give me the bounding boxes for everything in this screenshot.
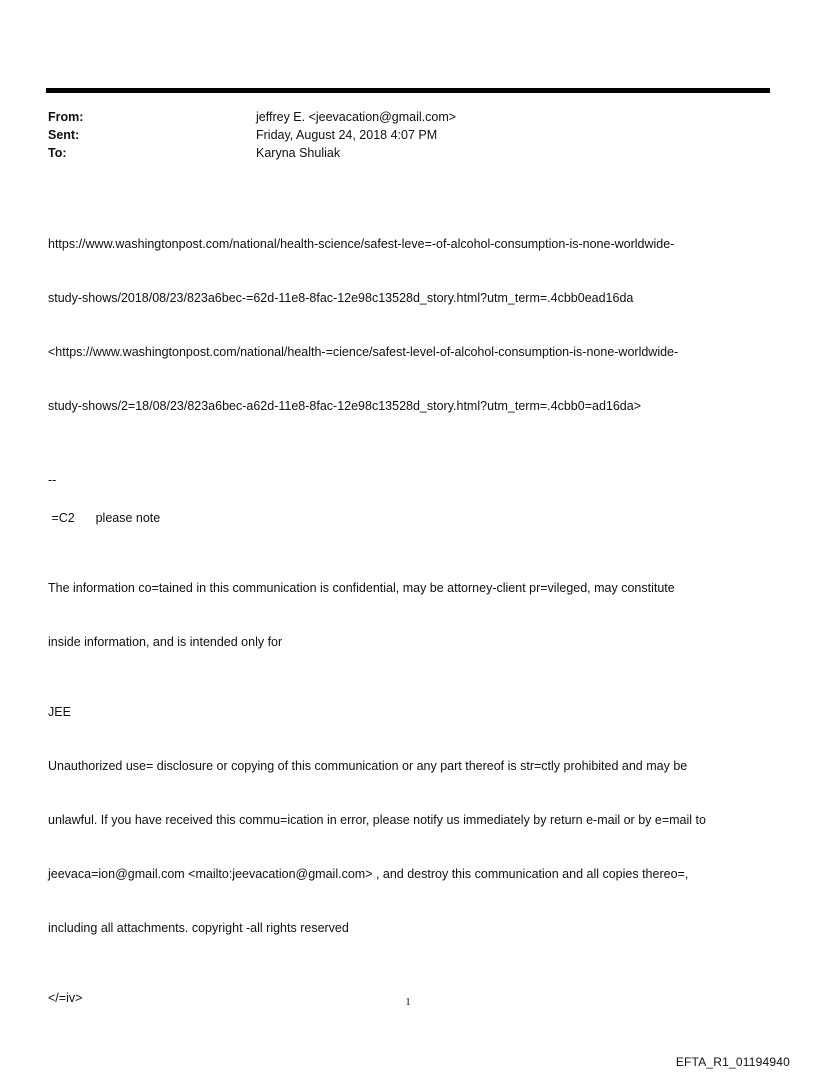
confidential-line: inside information, and is intended only for	[48, 635, 283, 649]
closing-tag: </=iv>	[48, 991, 83, 1005]
unauthorized-paragraph	[48, 721, 770, 973]
unauthorized-line: including all attachments. copyright -all rights reserved	[48, 921, 349, 935]
to-value: Karyna Shuliak	[256, 146, 341, 160]
page-number: 1	[405, 996, 411, 1008]
from-label: From:	[48, 110, 84, 124]
from-row	[48, 108, 768, 126]
separator: --	[48, 473, 57, 487]
unauthorized-line: unlawful. If you have received this commu=ication in error, please notify us immediately by return e-mail or by e=mail to	[48, 813, 706, 827]
url-line: https://www.washingtonpost.com/national/health-science/safest-leve=-of-alcohol-consumption-is-none-worldwide-	[48, 237, 675, 251]
please-note: =C2 please note	[48, 511, 161, 525]
sent-label: Sent:	[48, 128, 80, 142]
unauthorized-line: jeevaca=ion@gmail.com <mailto:jeevacation@gmail.com> , and destroy this communication and all copies thereo=,	[48, 867, 689, 881]
sent-value: Friday, August 24, 2018 4:07 PM	[256, 128, 438, 142]
url-line: <https://www.washingtonpost.com/national/health-=cience/safest-level-of-alcohol-consumption-is-none-worldwide-	[48, 345, 679, 359]
url-line: study-shows/2018/08/23/823a6bec-=62d-11e8-8fac-12e98c13528d_story.html?utm_term=.4cbb0ead16da	[48, 291, 634, 305]
unauthorized-line: Unauthorized use= disclosure or copying of this communication or any part thereof is str=ctly prohibited and may be	[48, 759, 688, 773]
email-header	[48, 108, 768, 162]
email-body	[48, 199, 770, 1007]
url-line: study-shows/2=18/08/23/823a6bec-a62d-11e8-8fac-12e98c13528d_story.html?utm_term=.4cbb0=ad16da>	[48, 399, 642, 413]
from-value: jeffrey E. <jeevacation@gmail.com>	[256, 110, 457, 124]
confidential-line: The information co=tained in this communication is confidential, may be attorney-client pr=vileged, may constitute	[48, 581, 675, 595]
sent-row	[48, 126, 768, 144]
url-paragraph	[48, 199, 770, 451]
to-label: To:	[48, 146, 67, 160]
signature-jee: JEE	[48, 705, 71, 719]
to-row	[48, 144, 768, 162]
confidential-paragraph	[48, 543, 770, 687]
header-rule	[46, 88, 770, 93]
document-id: EFTA_R1_01194940	[675, 1055, 790, 1069]
